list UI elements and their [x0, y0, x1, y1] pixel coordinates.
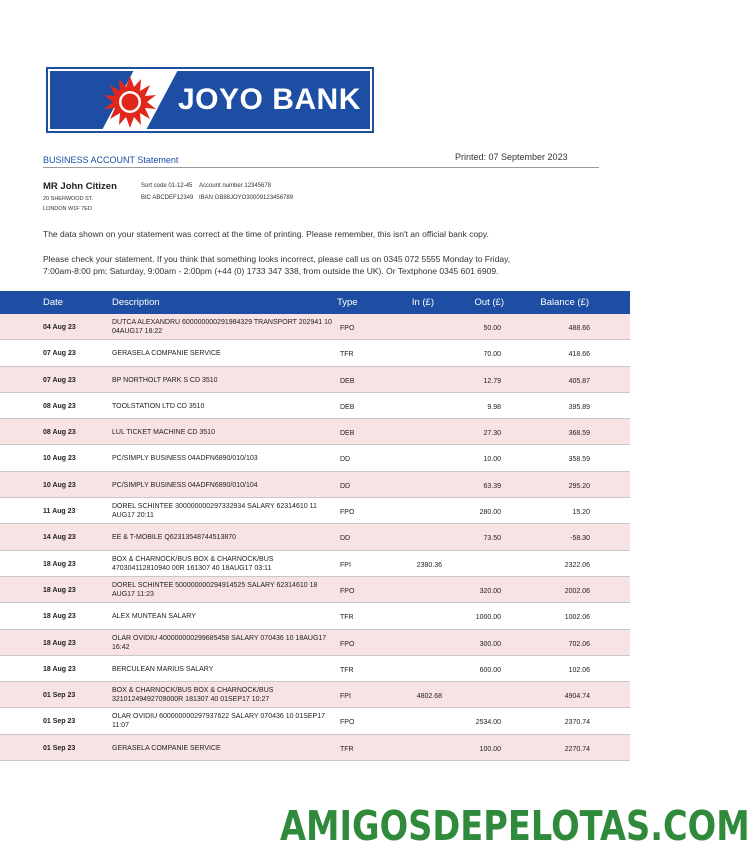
row-date: 18 Aug 23: [43, 665, 76, 673]
row-type: DEB: [340, 430, 355, 438]
row-date: 11 Aug 23: [43, 508, 76, 516]
row-out: 50.00: [483, 325, 501, 332]
col-description: Description: [112, 297, 160, 308]
table-row: [0, 682, 630, 708]
row-out: 2534.00: [475, 719, 501, 727]
row-out: 600.00: [479, 666, 501, 674]
row-description: BOX & CHARNOCK/BUS BOX & CHARNOCK/BUS 470304112810940 00R 161307 40 18AUG17 03:11: [112, 555, 274, 572]
printed-date: Printed: 07 September 2023: [455, 152, 568, 162]
row-description: TOOLSTATION LTD CD 3510: [112, 402, 205, 410]
contact-notice: Please check your statement. If you think that something looks incorrect, please call us on 0345 072 5555 Monday to Friday, 7:00am-8:00 pm; Saturday, 9:00am - 2:00pm (+44 (0) 1733 347 338, from outside the UK). Or Textphone 0345 601 6909.: [43, 254, 511, 276]
row-type: FPO: [340, 587, 355, 595]
row-date: 18 Aug 23: [43, 639, 76, 647]
table-row: [0, 472, 630, 498]
row-balance: 368.59: [568, 430, 590, 438]
row-type: TFR: [340, 666, 354, 674]
sun-emblem-icon: [103, 75, 157, 129]
sort-code: Sort code 01-12-45: [141, 183, 193, 189]
row-description: BERCULEAN MARIUS SALARY: [112, 665, 214, 673]
row-date: 01 Sep 23: [43, 744, 76, 752]
row-date: 08 Aug 23: [43, 402, 76, 410]
row-date: 18 Aug 23: [43, 586, 76, 594]
transactions-header: [0, 291, 630, 314]
col-date: Date: [43, 297, 64, 308]
row-out: 280.00: [479, 509, 501, 517]
row-type: FPO: [340, 509, 355, 517]
table-row: [0, 445, 630, 471]
row-balance: 2370.74: [564, 719, 590, 727]
row-description: OLAR OVIDIU 600000000297937622 SALARY 070436 10 01SEP17 11:07: [112, 713, 326, 730]
row-out: 73.50: [483, 535, 501, 543]
row-type: FPO: [340, 640, 355, 648]
row-type: DD: [340, 535, 351, 543]
row-date: 18 Aug 23: [43, 613, 76, 621]
row-type: FPO: [340, 325, 355, 332]
col-in: In (£): [411, 297, 434, 308]
row-balance: 2002.06: [564, 587, 590, 595]
row-balance: 488.66: [568, 325, 590, 332]
row-out: 70.00: [483, 351, 501, 359]
statement-title: BUSINESS ACCOUNT Statement: [43, 155, 179, 165]
row-balance: 102.06: [568, 666, 590, 674]
table-row: [0, 419, 630, 445]
row-type: DD: [340, 482, 351, 490]
row-out: 27.30: [483, 430, 501, 438]
row-balance: 702.06: [568, 640, 590, 648]
table-row: [0, 314, 630, 340]
printing-notice: The data shown on your statement was correct at the time of printing. Please remember, this isn't an official bank copy.: [43, 229, 489, 239]
row-type: TFR: [340, 745, 354, 753]
row-date: 10 Aug 23: [43, 455, 76, 463]
table-row: [0, 656, 630, 682]
row-in: 2380.36: [416, 561, 442, 569]
row-balance: 395.89: [568, 403, 590, 411]
row-out: 100.00: [479, 745, 501, 753]
col-type: Type: [337, 297, 358, 308]
row-description: DOREL SCHINTEE 300000000297332934 SALARY 62314610 11 AUG17 20:11: [112, 503, 317, 520]
row-description: BP NORTHOLT PARK S CD 3510: [112, 376, 218, 384]
row-out: 300.00: [479, 640, 501, 648]
row-type: TFR: [340, 351, 354, 359]
row-description: GERASELA COMPANIE SERVICE: [112, 350, 221, 358]
row-type: TFR: [340, 614, 354, 622]
row-balance: 2322.06: [564, 561, 590, 569]
row-description: ALEX MUNTEAN SALARY: [112, 613, 196, 621]
row-date: 01 Sep 23: [43, 692, 76, 700]
watermark: AMIGOSDEPELOTAS.COM: [280, 802, 750, 850]
col-balance: Balance (£): [540, 297, 589, 308]
row-balance: 15.20: [572, 509, 590, 517]
table-row: [0, 735, 630, 761]
bank-logo: [46, 67, 374, 133]
table-row: [0, 367, 630, 393]
iban-code: IBAN GB88JOYO30009123456789: [199, 195, 294, 201]
row-balance: 405.87: [568, 377, 590, 385]
table-row: [0, 577, 630, 603]
row-balance: 2270.74: [564, 745, 590, 753]
row-date: 01 Sep 23: [43, 718, 76, 726]
account-number: Account number 12345678: [199, 183, 272, 189]
row-balance: 1002.06: [564, 614, 590, 622]
address-line-1: 20 SHERWOOD ST.: [43, 196, 94, 202]
row-description: EE & T-MOBILE Q62313548744513870: [112, 534, 237, 542]
row-balance: 358.59: [568, 456, 590, 464]
row-date: 07 Aug 23: [43, 376, 76, 384]
row-out: 9.98: [487, 403, 501, 411]
row-type: DD: [340, 456, 351, 464]
table-row: [0, 524, 630, 550]
bic-code: BIC ABCDEF12349: [141, 195, 194, 201]
row-in: 4802.68: [416, 693, 442, 701]
row-type: DEB: [340, 403, 355, 411]
header-divider: [43, 167, 599, 168]
col-out: Out (£): [474, 297, 504, 308]
row-out: 10.00: [483, 456, 501, 464]
table-row: [0, 708, 630, 734]
address-line-2: LONDON W1F 7ED: [43, 206, 92, 212]
row-type: FPI: [340, 693, 351, 701]
row-description: PC/SIMPLY BUSINESS 04ADFN6890/010/104: [112, 481, 258, 489]
row-balance: 418.66: [568, 351, 590, 359]
row-description: PC/SIMPLY BUSINESS 04ADFN6890/010/103: [112, 455, 258, 463]
row-description: LUL TICKET MACHINE CD 3510: [112, 429, 215, 437]
row-date: 14 Aug 23: [43, 534, 76, 542]
table-row: [0, 603, 630, 629]
row-out: 320.00: [479, 587, 501, 595]
row-type: FPI: [340, 561, 351, 569]
table-row: [0, 551, 630, 577]
row-description: DUTCA ALEXANDRU 600000000291984329 TRANSPORT 202941 10 04AUG17 18:22: [112, 319, 332, 335]
row-type: FPO: [340, 719, 355, 727]
row-balance: 4904.74: [564, 693, 590, 701]
table-row: [0, 498, 630, 524]
row-out: 63.39: [483, 482, 501, 490]
row-balance: 295.20: [568, 482, 590, 490]
row-description: DOREL SCHINTEE 500000000294914525 SALARY 62314610 18 AUG17 11:23: [112, 581, 318, 598]
table-row: [0, 393, 630, 419]
row-description: GERASELA COMPANIE SERVICE: [112, 744, 221, 752]
bank-name: JOYO BANK: [178, 83, 361, 116]
row-date: 18 Aug 23: [43, 560, 76, 568]
transactions-table: [0, 314, 630, 761]
row-type: DEB: [340, 377, 355, 385]
row-description: OLAR OVIDIU 400000000299685458 SALARY 070436 10 18AUG17 16:42: [112, 634, 327, 651]
row-date: 10 Aug 23: [43, 481, 76, 489]
table-row: [0, 340, 630, 366]
table-row: [0, 630, 630, 656]
row-out: 1000.00: [475, 614, 501, 622]
row-balance: -58.30: [570, 535, 590, 543]
row-date: 08 Aug 23: [43, 429, 76, 437]
row-description: BOX & CHARNOCK/BUS BOX & CHARNOCK/BUS 32101249492709000R 181307 40 01SEP17 10:27: [112, 687, 274, 704]
row-date: 07 Aug 23: [43, 350, 76, 358]
customer-name: MR John Citizen: [43, 181, 117, 192]
row-date: 04 Aug 23: [43, 324, 76, 331]
row-out: 12.79: [483, 377, 501, 385]
